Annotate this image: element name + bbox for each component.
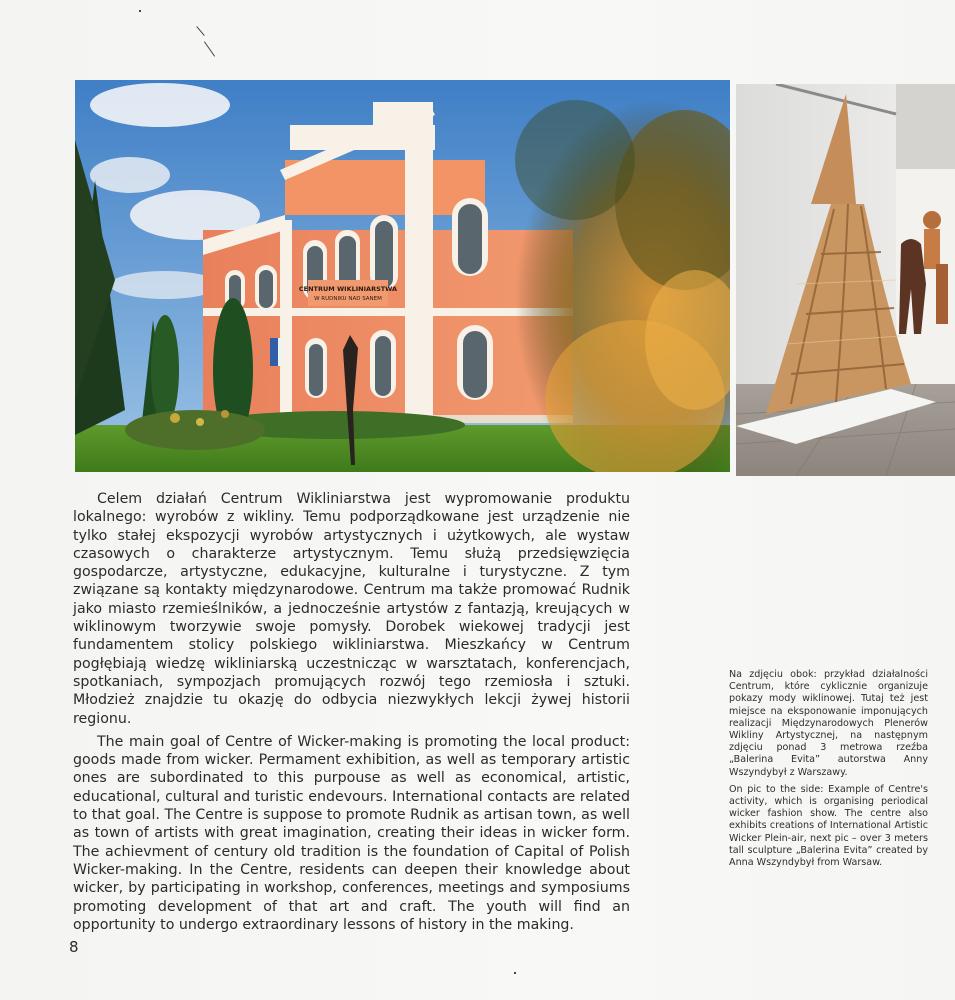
scan-speck [139, 10, 141, 12]
caption-english: On pic to the side: Example of Centre's activity, which is organising periodical wicker fashion show. The centre also exhibits creations of International Artistic Wicker Plein-air, next pic – over 3 meters tall sculpture „Balerina Evita” created by Anna Wszyndybył from Warsaw. [729, 783, 928, 869]
page-number: 8 [69, 938, 79, 956]
article-body [73, 490, 630, 939]
photo-caption [729, 669, 928, 874]
paragraph-polish: Celem działań Centrum Wikliniarstwa jest wypromowanie produktu lokalnego: wyrobów z wikliny. Temu podporządkowane jest urządzenie nie tylko stałej ekspozycji wyrobów artystycznych i użytkowych, ale wystaw czasowych o charakterze artystycznym. Temu służą przedsięwzięcia gospodarcze, artystyczne, edukacyjne, kulturalne i turystyczne. Z tym związane są kontakty międzynarodowe. Centrum ma także promować Rudnik jako miasto rzemieślników, a jednocześnie artystów z fantazją, kreujących w wiklinowym tworzywie swoje pomysły. Dorobek wiekowej tradycji jest fundamentem stolicy polskiego wikliniarstwa. Mieszkańcy w Centrum pogłębiają wiedzę wikliniarską uczestnicząc w warsztatach, konferencjach, spotkaniach, sympozjach promujących rozwój tego rzemiosła i sztuki. Młodzież znajdzie tu okazję do odbycia niezwykłych lekcji żywej historii regionu. [73, 491, 630, 727]
wicker-sculpture-photo [736, 84, 955, 476]
caption-polish: Na zdjęciu obok: przykład działalności Centrum, które cyklicznie organizuje pokazy mody wiklinowej. Tutaj też jest miejsce na eksponowanie imponujących realizacji Międzynarodowych Plenerów Wikliny Artystycznej, na następnym zdjęciu ponad 3 metrowa rzeźba „Balerina Evita” autorstwa Anny Wszyndybył z Warszawy. [729, 669, 928, 778]
scan-speck [196, 26, 204, 36]
paragraph-english: The main goal of Centre of Wicker-making is promoting the local product: goods made from wicker. Permament exhibition, as well as temporary artistic ones are subordinated to this purpouse as well as economical, artistic, educational, cultural and turistic endevours. International contacts are related to that goal. The Centre is suppose to promote Rudnik as artisan town, as well as town of artists with great imagination, creating their ideas in wicker form. The achievment of century old tradition is the foundation of Capital of Polish Wicker-making. In the Centre, residents can deepen their knowledge about wicker, by participating in workshop, conferences, meetings and symposiums promoting development of that art and craft. The youth will find an opportunity to undergo extraordinary lessons of history in the making. [73, 733, 630, 933]
building-sign-line-1: CENTRUM WIKLINIARSTWA [298, 285, 398, 293]
building-photo [75, 80, 730, 472]
scan-speck [204, 41, 215, 56]
building-sign-line-2: W RUDNIKU NAD SANEM [314, 296, 382, 302]
scan-speck [514, 972, 516, 974]
